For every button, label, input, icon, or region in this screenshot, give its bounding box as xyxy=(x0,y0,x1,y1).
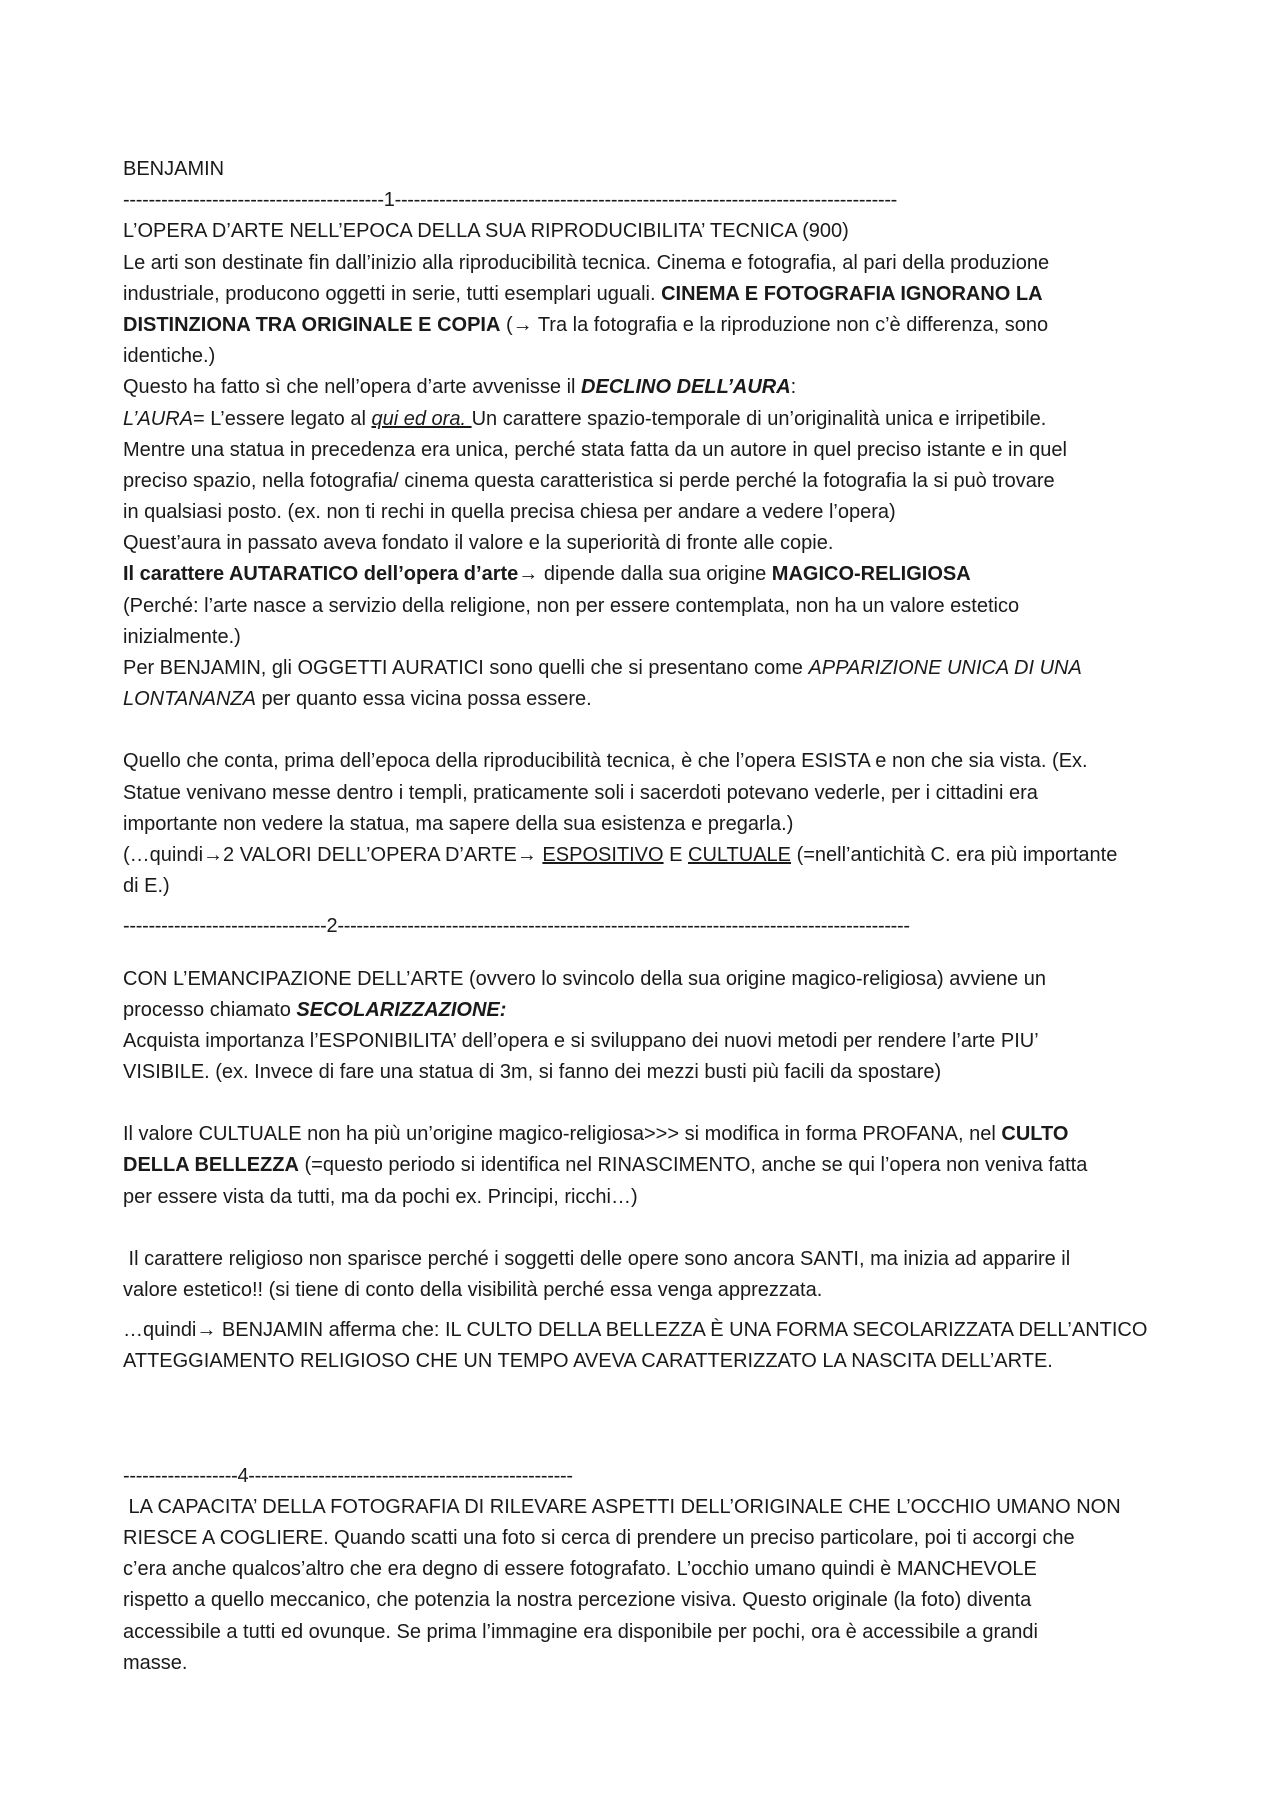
text-line xyxy=(123,1119,1173,1150)
text-run: = L’essere legato al xyxy=(193,407,372,430)
text-run: : xyxy=(790,376,797,399)
text-line: importante non vedere la statua, ma sapere della sua esistenza e pregarla.) xyxy=(123,812,794,835)
text-line: ATTEGGIAMENTO RELIGIOSO CHE UN TEMPO AVEVA CARATTERIZZATO LA NASCITA DELL’ARTE. xyxy=(123,1350,1053,1373)
text-line: (Perché: l’arte nasce a servizio della religione, non per essere contemplata, non ha un valore estetico xyxy=(123,594,1020,617)
section-2 xyxy=(123,964,1173,1378)
text-line: CON L’EMANCIPAZIONE DELL’ARTE (ovvero lo svincolo della sua origine magico-religiosa) avviene un xyxy=(123,967,1046,990)
italic-run: L’AURA xyxy=(123,407,194,430)
section-1-separator: -----------------------------------------1------------------------------------------------------------------------------- xyxy=(123,189,898,212)
text-run: E xyxy=(663,843,689,866)
text-run: (=nell’antichità C. era più importante xyxy=(791,843,1118,866)
text-line xyxy=(123,372,1173,403)
text-run: Questo ha fatto sì che nell’opera d’arte avvenisse il xyxy=(123,376,582,399)
text-line: LA CAPACITA’ DELLA FOTOGRAFIA DI RILEVARE ASPETTI DELL’ORIGINALE CHE L’OCCHIO UMANO NON xyxy=(123,1495,1121,1518)
section-2-separator: --------------------------------2------------------------------------------------------------------------------------------ xyxy=(123,915,910,938)
text-line: VISIBILE. (ex. Invece di fare una statua di 3m, si fanno dei mezzi busti più facili da spostare) xyxy=(123,1061,942,1084)
text-line: Acquista importanza l’ESPONIBILITA’ dell’opera e si sviluppano dei nuovi metodi per rendere l’arte PIU’ xyxy=(123,1029,1039,1052)
text-run: industriale, producono oggetti in serie, tutti esemplari uguali. xyxy=(123,282,662,305)
text-line xyxy=(123,559,1173,590)
text-line xyxy=(123,404,1173,435)
bold-run: CINEMA E FOTOGRAFIA IGNORANO LA xyxy=(661,282,1043,305)
text-run: (=questo periodo si identifica nel RINASCIMENTO, anche se qui l’opera non veniva fatta xyxy=(298,1154,1088,1177)
text-line: in qualsiasi posto. (ex. non ti rechi in quella precisa chiesa per andare a vedere l’opera) xyxy=(123,501,896,524)
italic-run: APPARIZIONE UNICA DI UNA xyxy=(808,657,1082,679)
text-run: (→ Tra la fotografia e la riproduzione non c’è differenza, sono xyxy=(500,313,1049,336)
text-line: c’era anche qualcos’altro che era degno di essere fotografato. L’occhio umano quindi è MANCHEVOLE xyxy=(123,1558,1037,1581)
section-1-heading: L’OPERA D’ARTE NELL’EPOCA DELLA SUA RIPRODUCIBILITA’ TECNICA (900) xyxy=(123,220,849,243)
section-4 xyxy=(123,1492,1173,1679)
underlined-italic-run: qui ed ora. xyxy=(371,407,472,430)
text-line: masse. xyxy=(123,1651,188,1674)
bold-italic-run: SECOLARIZZAZIONE: xyxy=(296,998,507,1021)
section-4-separator: ------------------4--------------------------------------------------- xyxy=(123,1464,573,1487)
text-run: processo chiamato xyxy=(123,998,297,1021)
text-line: di E.) xyxy=(123,875,170,898)
bold-italic-run: DECLINO DELL’AURA xyxy=(581,376,791,399)
text-run: dipende dalla sua origine xyxy=(538,563,772,586)
text-line: valore estetico!! (si tiene di conto della visibilità perché essa venga apprezzata. xyxy=(123,1279,823,1301)
text-line xyxy=(123,840,1173,871)
text-line: Quest’aura in passato aveva fondato il valore e la superiorità di fronte alle copie. xyxy=(123,532,834,555)
underlined-run: ESPOSITIVO xyxy=(542,843,664,866)
text-run: Un carattere spazio-temporale di un’originalità unica e irripetibile. xyxy=(471,407,1047,430)
bold-run: DELLA BELLEZZA xyxy=(123,1154,299,1177)
text-run: Per BENJAMIN, gli OGGETTI AURATICI sono quelli che si presentano come xyxy=(123,657,809,679)
text-line: Le arti son destinate fin dall’inizio alla riproducibilità tecnica. Cinema e fotografia, al pari della produzione xyxy=(123,251,1050,274)
document-page xyxy=(123,154,1173,1679)
bold-run: CULTO xyxy=(1001,1123,1069,1146)
text-run: Il valore CULTUALE non ha più un’origine magico-religiosa>>> si modifica in forma PROFANA, nel xyxy=(123,1123,1002,1146)
text-run: per quanto essa vicina possa essere. xyxy=(255,688,592,711)
document-title: BENJAMIN xyxy=(123,158,225,180)
text-line: inizialmente.) xyxy=(123,625,241,648)
text-line: rispetto a quello meccanico, che potenzia la nostra percezione visiva. Questo originale (la foto) diventa xyxy=(123,1589,1032,1612)
text-line xyxy=(123,310,1173,341)
text-line: identiche.) xyxy=(123,345,216,368)
section-1 xyxy=(123,216,1173,902)
text-line: Statue venivano messe dentro i templi, praticamente soli i sacerdoti potevano vederle, per i cittadini era xyxy=(123,781,1038,804)
text-line xyxy=(123,995,1173,1026)
text-line: preciso spazio, nella fotografia/ cinema questa caratteristica si perde perché la fotografia la si può trovare xyxy=(123,469,1055,492)
text-line xyxy=(123,653,1173,684)
bold-run: MAGICO-RELIGIOSA xyxy=(771,563,971,586)
bold-run: DISTINZIONA TRA ORIGINALE E COPIA xyxy=(123,313,501,336)
bold-run: Il carattere AUTARATICO dell’opera d’arte→ xyxy=(123,563,539,586)
text-line: Mentre una statua in precedenza era unica, perché stata fatta da un autore in quel preciso istante e in quel xyxy=(123,438,1067,461)
text-line: accessibile a tutti ed ovunque. Se prima l’immagine era disponibile per pochi, ora è accessibile a grandi xyxy=(123,1620,1038,1643)
text-line: …quindi→ BENJAMIN afferma che: IL CULTO DELLA BELLEZZA È UNA FORMA SECOLARIZZATA DELL’ANTICO xyxy=(123,1319,1148,1342)
underlined-run: CULTUALE xyxy=(688,843,792,866)
text-line: RIESCE A COGLIERE. Quando scatti una foto si cerca di prendere un preciso particolare, poi ti accorgi che xyxy=(123,1526,1075,1549)
text-line: Quello che conta, prima dell’epoca della riproducibilità tecnica, è che l’opera ESISTA e non che sia vista. (Ex. xyxy=(123,750,1088,773)
text-run: (…quindi→2 VALORI DELL’OPERA D’ARTE→ xyxy=(123,843,543,866)
text-line: Il carattere religioso non sparisce perché i soggetti delle opere sono ancora SANTI, ma inizia ad apparire il xyxy=(123,1247,1071,1270)
italic-run: LONTANANZA xyxy=(123,688,256,711)
text-line: per essere vista da tutti, ma da pochi ex. Principi, ricchi…) xyxy=(123,1185,638,1208)
text-line xyxy=(123,1150,1173,1181)
text-line xyxy=(123,279,1173,310)
text-line xyxy=(123,684,1173,715)
